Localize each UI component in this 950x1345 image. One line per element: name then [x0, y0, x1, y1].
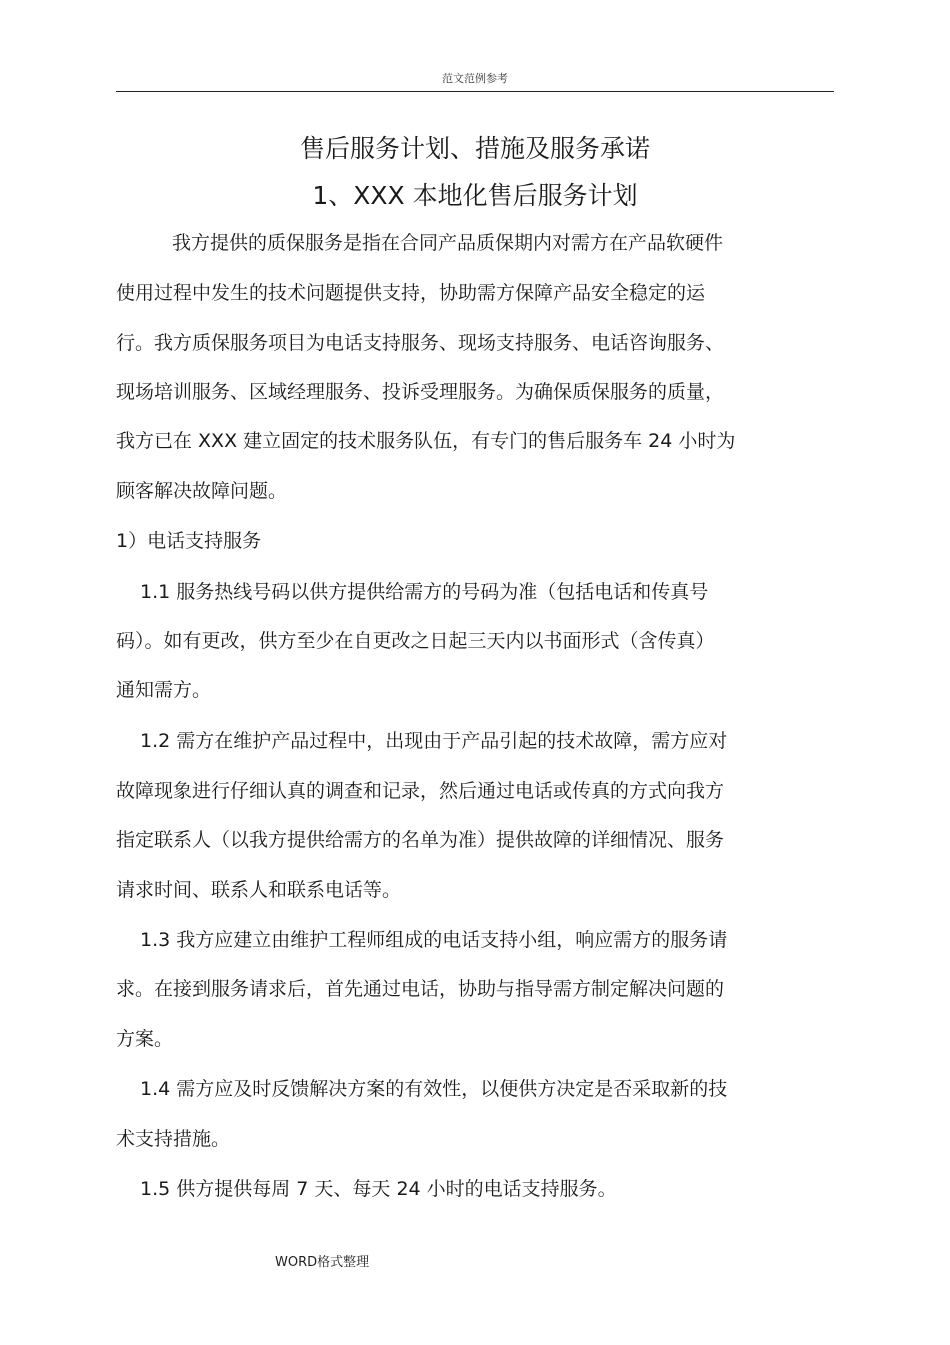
- item-line: 故障现象进行仔细认真的调查和记录，然后通过电话或传真的方式向我方: [116, 780, 725, 802]
- item-line: 1.1 服务热线号码以供方提供给需方的号码为准（包括电话和传真号: [140, 581, 709, 603]
- item-line: 码）。如有更改，供方至少在自更改之日起三天内以书面形式（含传真）: [116, 630, 715, 652]
- item-line: 请求时间、联系人和联系电话等。: [116, 879, 402, 901]
- subsection-heading: 1）电话支持服务: [116, 530, 262, 552]
- item-line: 指定联系人（以我方提供给需方的名单为准）提供故障的详细情况、服务: [116, 829, 725, 851]
- document-title: 售后服务计划、措施及服务承诺: [299, 134, 650, 163]
- item-line: 1.3 我方应建立由维护工程师组成的电话支持小组，响应需方的服务请: [140, 929, 728, 951]
- item-line: 1.4 需方应及时反馈解决方案的有效性，以便供方决定是否采取新的技: [140, 1078, 728, 1100]
- intro-line: 行。我方质保服务项目为电话支持服务、现场支持服务、电话咨询服务、: [116, 332, 725, 354]
- item-line: 方案。: [116, 1028, 174, 1050]
- section-title: 1、XXX 本地化售后服务计划: [312, 181, 638, 210]
- item-line: 术支持措施。: [116, 1128, 231, 1150]
- intro-line: 我方提供的质保服务是指在合同产品质保期内对需方在产品软硬件: [172, 232, 724, 254]
- page-header: 范文范例参考: [442, 72, 508, 85]
- intro-line: 使用过程中发生的技术问题提供支持，协助需方保障产品安全稳定的运: [116, 282, 706, 304]
- header-divider: [116, 91, 834, 92]
- intro-line: 我方已在 XXX 建立固定的技术服务队伍，有专门的售后服务车 24 小时为: [116, 430, 736, 452]
- page-footer: WORD格式整理: [275, 1255, 370, 1270]
- item-line: 求。在接到服务请求后，首先通过电话，协助与指导需方制定解决问题的: [116, 978, 725, 1000]
- intro-line: 现场培训服务、区域经理服务、投诉受理服务。为确保质保服务的质量，: [116, 381, 725, 403]
- item-line: 1.5 供方提供每周 7 天、每天 24 小时的电话支持服务。: [140, 1178, 617, 1200]
- item-line: 通知需方。: [116, 679, 212, 701]
- intro-line: 顾客解决故障问题。: [116, 480, 288, 502]
- item-line: 1.2 需方在维护产品过程中，出现由于产品引起的技术故障，需方应对: [140, 730, 728, 752]
